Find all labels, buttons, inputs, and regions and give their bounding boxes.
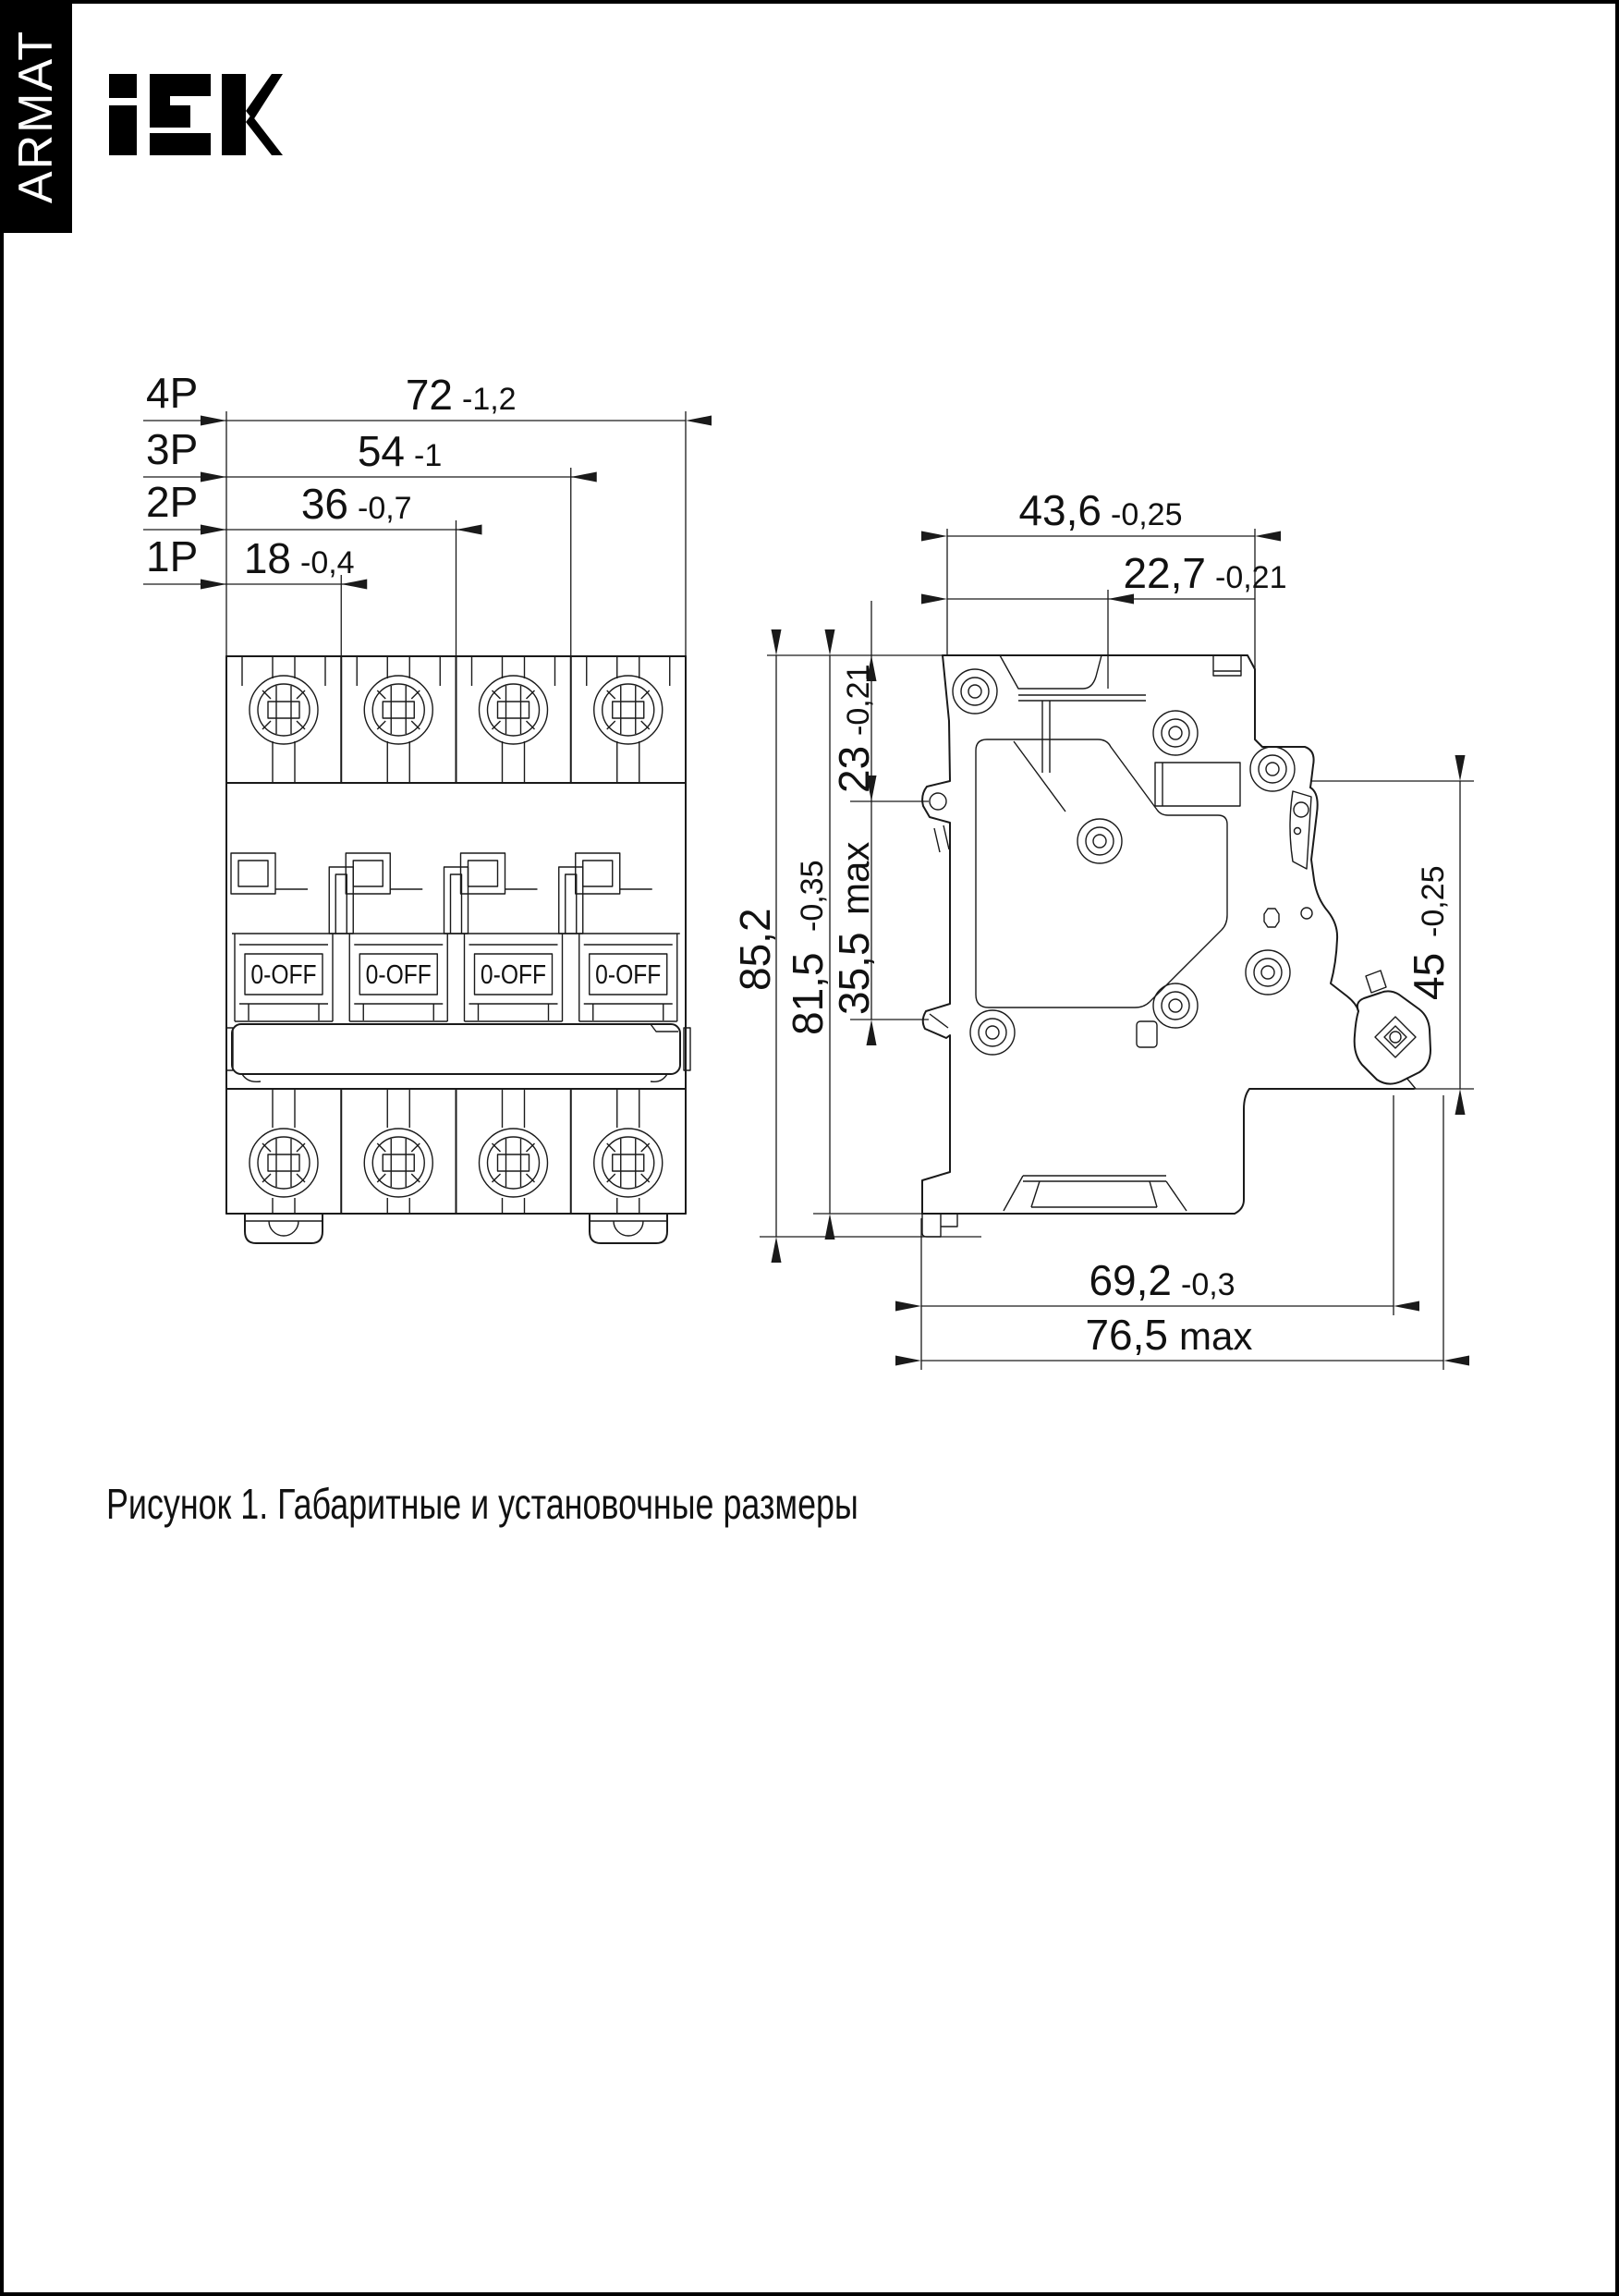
rivet <box>953 669 997 714</box>
toggle-label: 0-OFF <box>365 959 432 990</box>
dim-value: 23 <box>830 745 878 793</box>
dim-4p <box>143 369 686 421</box>
dim-tol: -0,25 <box>1111 497 1183 532</box>
logo-i-stem <box>109 105 137 155</box>
dim-front-height <box>1310 781 1474 1089</box>
terminal-screw-bottom-icon <box>594 1129 663 1197</box>
vent-slot <box>1137 1021 1157 1047</box>
module-2 <box>346 656 450 1214</box>
module-1 <box>231 656 335 1214</box>
dim-value: 35,5 <box>830 932 878 1015</box>
dim-value-1p: 18 <box>243 534 291 582</box>
dim-tol: -0,21 <box>1215 560 1287 595</box>
dim-value: 22,7 <box>1123 549 1206 597</box>
dim-hook-offset <box>830 601 929 801</box>
front-latch-lever <box>1290 791 1311 869</box>
side-view <box>922 655 1430 1237</box>
dim-tol-1p: -0,4 <box>300 545 355 580</box>
front-view-dimensions <box>143 369 686 656</box>
dim-value: 76,5 <box>1085 1311 1168 1359</box>
octagon-hole <box>1264 909 1279 927</box>
terminal-screw-top-icon <box>250 676 318 744</box>
dim-value: 85,2 <box>731 908 779 991</box>
dim-handle-offset <box>947 549 1287 689</box>
dim-tol: -0,25 <box>1416 865 1451 937</box>
mechanism-chamber <box>976 739 1227 1008</box>
dim-overall-width <box>947 486 1255 669</box>
dim-value: 45 <box>1405 952 1453 1000</box>
top-terminal-recess <box>1000 655 1146 773</box>
toggle-label: 0-OFF <box>480 959 547 990</box>
terminal-screw-top-icon <box>364 676 432 744</box>
dim-suffix: max <box>1179 1314 1253 1358</box>
front-extension-lines <box>226 411 686 656</box>
terminal-screw-bottom-icon <box>364 1129 432 1197</box>
din-hook-hole <box>930 793 946 810</box>
dim-3p <box>143 425 584 477</box>
pole-label-3p: 3P <box>146 425 199 473</box>
dim-tol: -0,3 <box>1181 1267 1236 1302</box>
logo-i-dot <box>109 74 137 98</box>
din-clip-right <box>590 1214 667 1243</box>
logo-k-stem <box>222 74 246 155</box>
logo-e-bottom <box>150 133 211 155</box>
rivet <box>970 1010 1015 1055</box>
terminal-screw-bottom-icon <box>250 1129 318 1197</box>
pole-label-1p: 1P <box>146 532 199 580</box>
dim-value-2p: 36 <box>300 480 348 528</box>
dim-tol-2p: -0,7 <box>358 491 412 526</box>
terminal-screw-top-icon <box>480 676 548 744</box>
dim-din-recess <box>830 801 929 1020</box>
dim-tol-3p: -1 <box>414 438 443 473</box>
coil-block <box>1155 763 1240 806</box>
toggle-label: 0-OFF <box>250 959 317 990</box>
dim-1p <box>143 532 355 584</box>
side-view-dimensions <box>731 486 1474 1370</box>
rivet <box>1250 747 1295 791</box>
logo-k-upper <box>246 74 283 120</box>
dim-tol-4p: -1,2 <box>462 382 517 417</box>
series-label: ARMAT <box>9 29 64 204</box>
logo-k-lower <box>246 115 283 155</box>
top-tab <box>1213 655 1241 676</box>
pole-label-2p: 2P <box>146 478 199 526</box>
figure-caption: Рисунок 1. Габаритные и установочные размеры <box>106 1480 858 1529</box>
dim-value-4p: 72 <box>405 371 453 419</box>
rivet <box>1246 950 1290 995</box>
module-3 <box>461 656 566 1214</box>
terminal-screw-top-icon <box>594 676 663 744</box>
dim-tol: -0,21 <box>841 664 876 736</box>
pin-hole <box>1301 908 1312 919</box>
dim-2p <box>143 478 469 530</box>
dim-value: 69,2 <box>1089 1256 1172 1304</box>
handle-tie-bar <box>232 1024 680 1081</box>
bottom-terminal-recess <box>1004 1176 1187 1211</box>
dim-value: 81,5 <box>784 952 832 1035</box>
side-din-clip-tab <box>922 1214 957 1237</box>
pole-label-4p: 4P <box>146 369 199 417</box>
toggle-label: 0-OFF <box>595 959 662 990</box>
dim-value-3p: 54 <box>357 427 405 475</box>
din-clip-left <box>245 1214 323 1243</box>
dim-overall-depth <box>921 1095 1443 1370</box>
logo-e-mid <box>150 105 190 128</box>
terminal-screw-bottom-icon <box>480 1129 548 1197</box>
front-view <box>226 656 690 1243</box>
rivet <box>1153 711 1198 755</box>
dim-value: 43,6 <box>1018 486 1102 534</box>
iek-logo <box>109 74 283 155</box>
dim-suffix: max <box>834 841 877 915</box>
module-4 <box>576 656 680 1214</box>
rivet <box>1077 819 1122 863</box>
dim-tol: -0,35 <box>795 860 830 932</box>
rivet <box>1153 983 1198 1028</box>
